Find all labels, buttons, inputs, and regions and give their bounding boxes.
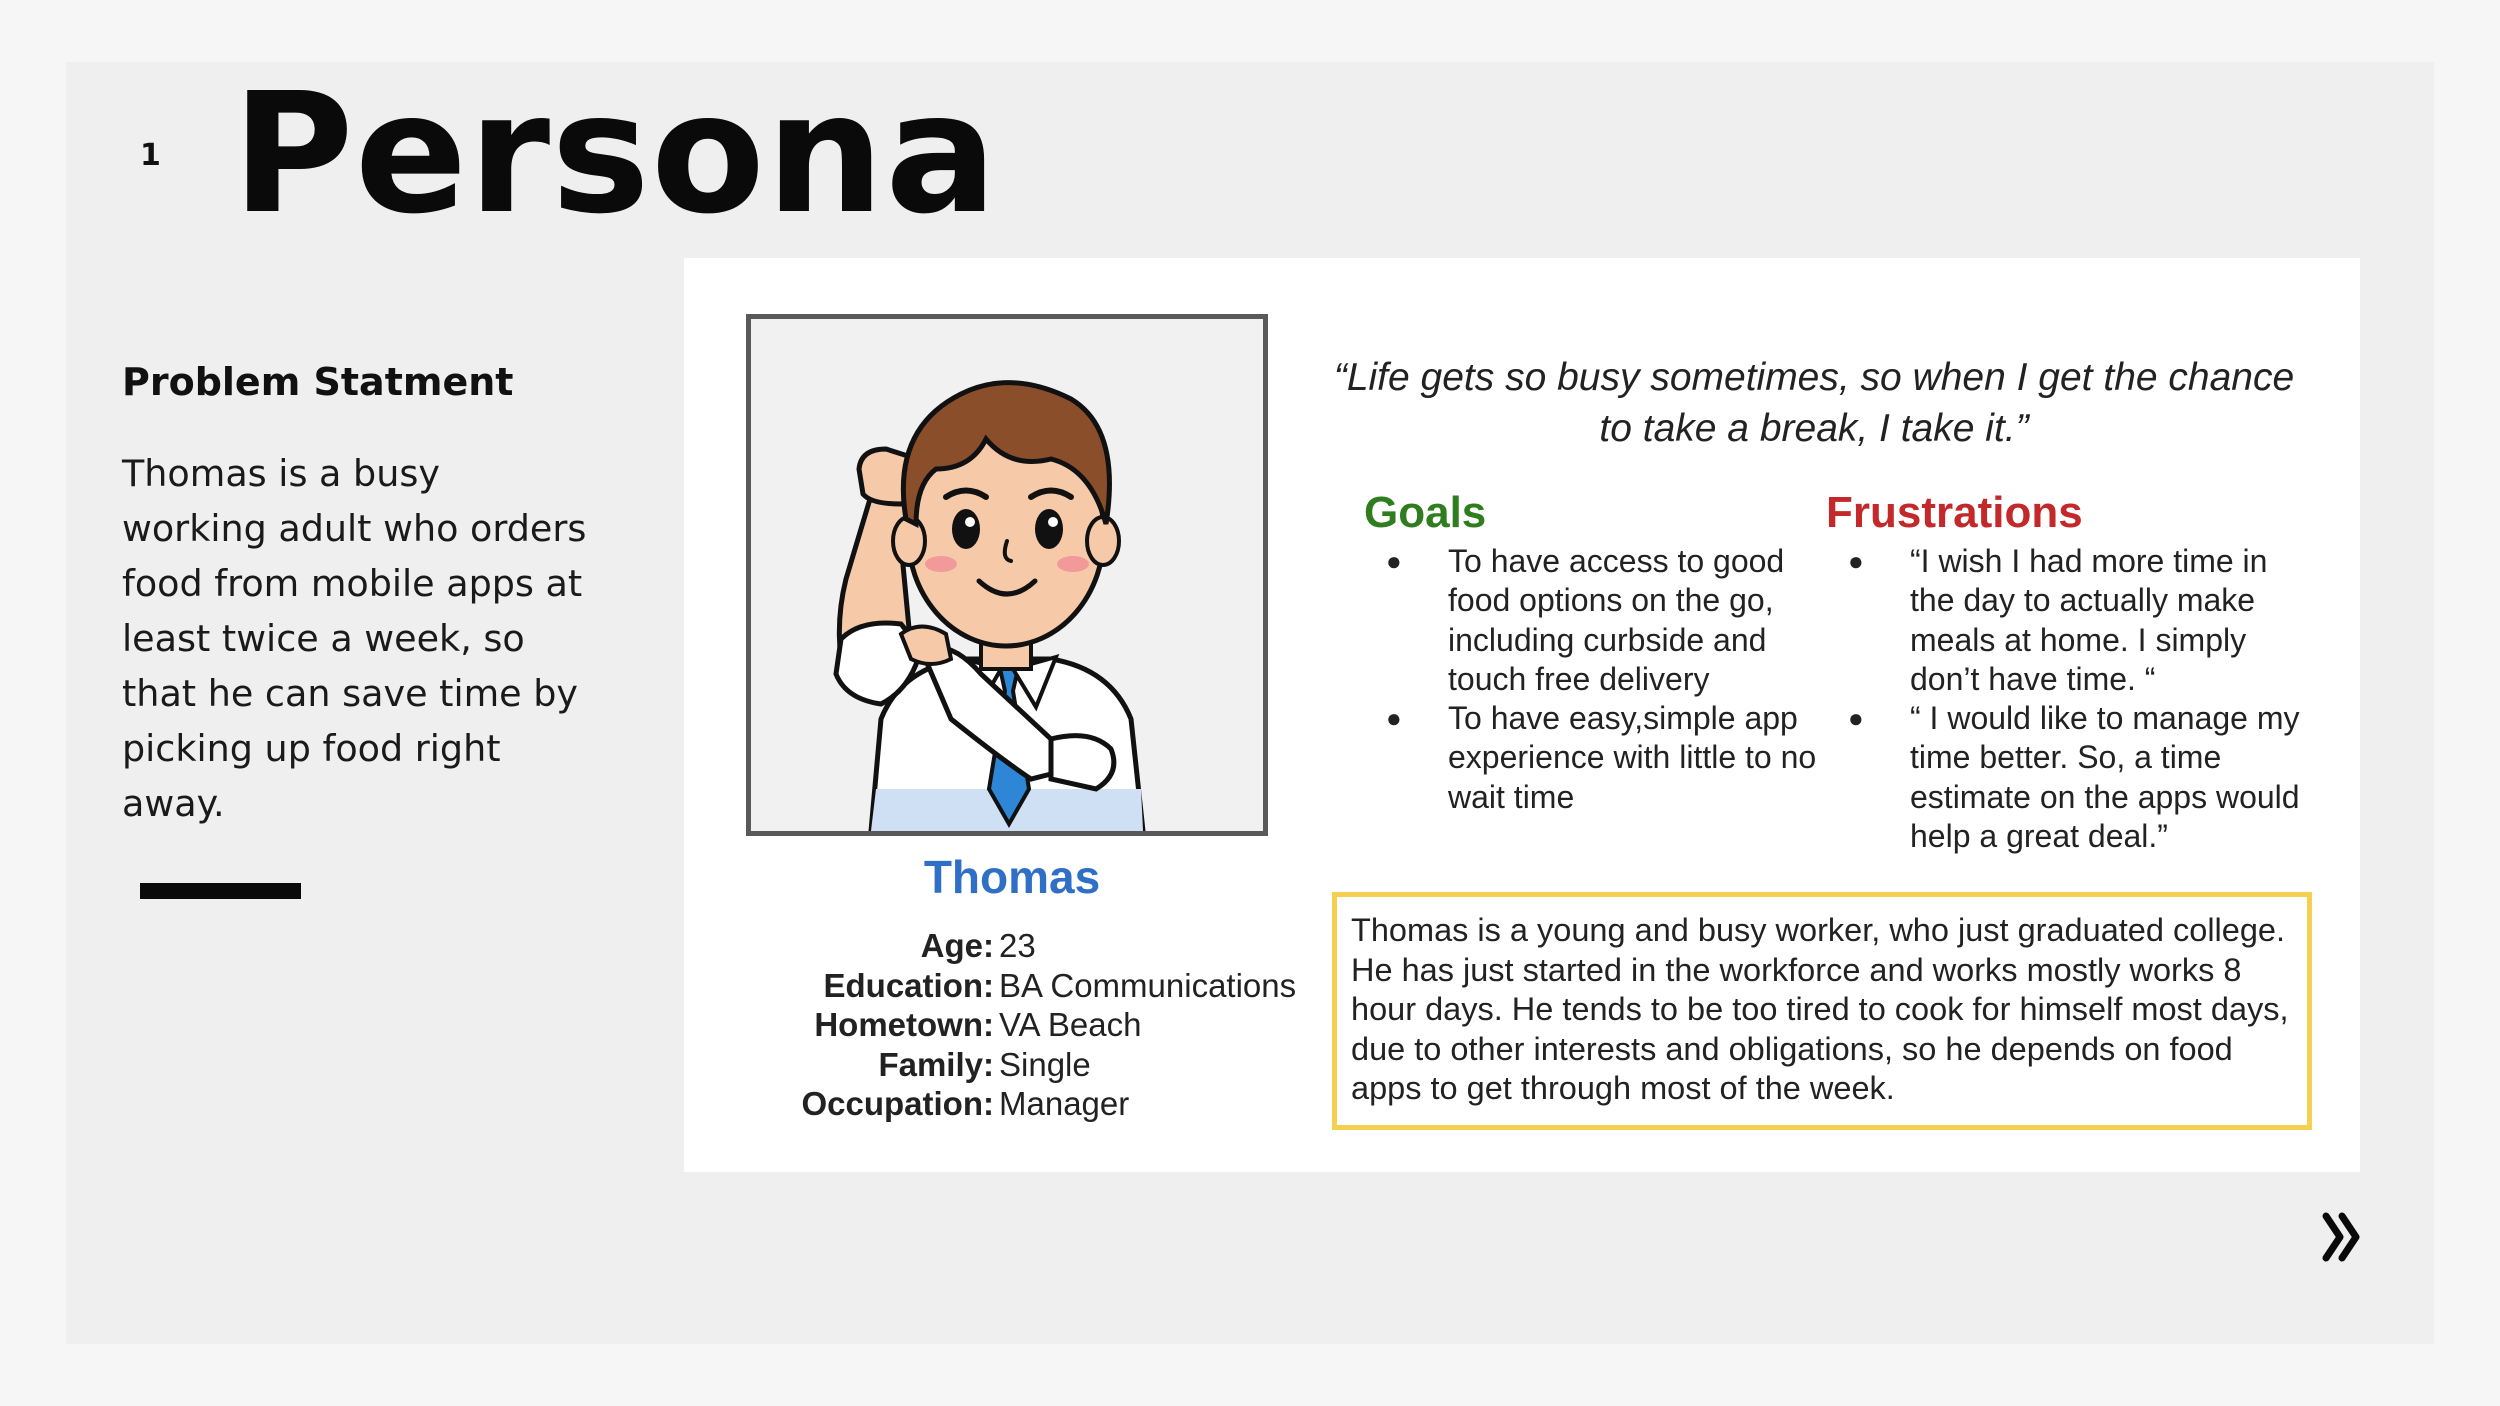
problem-statement-body: Thomas is a busy working adult who orders food from mobile apps at least twice a week, so that he can save time by picking up food right away. <box>122 452 587 825</box>
cartoon-man-avatar-icon <box>751 319 1263 831</box>
detail-value-hometown: VA Beach <box>999 1006 1142 1043</box>
goal-item: ● To have easy,simple app experience with little to no wait time <box>1364 699 1824 817</box>
divider-bar <box>140 883 301 899</box>
persona-name: Thomas <box>923 851 1101 903</box>
persona-card <box>684 258 2360 1172</box>
goal-item: ● To have access to good food options on the go, including curbside and touch free delivery <box>1364 542 1824 699</box>
frustrations-list <box>1826 542 2306 856</box>
detail-value-occupation: Manager <box>999 1085 1130 1122</box>
detail-label-family: Family: <box>878 1045 994 1083</box>
persona-photo-frame <box>746 314 1268 836</box>
detail-value-family: Single <box>999 1045 1091 1083</box>
double-chevron-right-icon[interactable] <box>2322 1212 2362 1262</box>
detail-label-education: Education: <box>823 966 994 1004</box>
persona-bio: Thomas is a young and busy worker, who just graduated college. He has just started in the workforce and works mostly works 8 hour days. He tends to be too tired to cook for himself most days, due to other interests and obligations, so he depends on food apps to get through most of the week. <box>1332 892 2312 1130</box>
frustration-item: ● “ I would like to manage my time better. So, a time estimate on the apps would help a great deal.” <box>1826 699 2306 856</box>
goals-heading: Goals <box>1364 488 1487 537</box>
persona-quote: “Life gets so busy sometimes, so when I get the chance to take a break, I take it.” <box>1333 356 2295 450</box>
frustration-item: ● “I wish I had more time in the day to actually make meals at home. I simply don’t have time. “ <box>1826 542 2306 699</box>
detail-label-hometown: Hometown: <box>814 1006 994 1043</box>
detail-label-age: Age: <box>920 927 994 964</box>
frustrations-heading: Frustrations <box>1826 488 2083 537</box>
persona-detail-labels <box>754 926 994 1124</box>
page-title: Persona <box>232 58 999 251</box>
problem-statement-heading: Problem Statment <box>122 360 514 404</box>
detail-value-age: 23 <box>999 927 1036 964</box>
detail-label-occupation: Occupation: <box>801 1085 994 1122</box>
slide-number: 1 <box>140 138 161 173</box>
goals-list <box>1364 542 1824 817</box>
persona-detail-values <box>999 926 1359 1124</box>
detail-value-education: BA Communications <box>999 966 1297 1004</box>
